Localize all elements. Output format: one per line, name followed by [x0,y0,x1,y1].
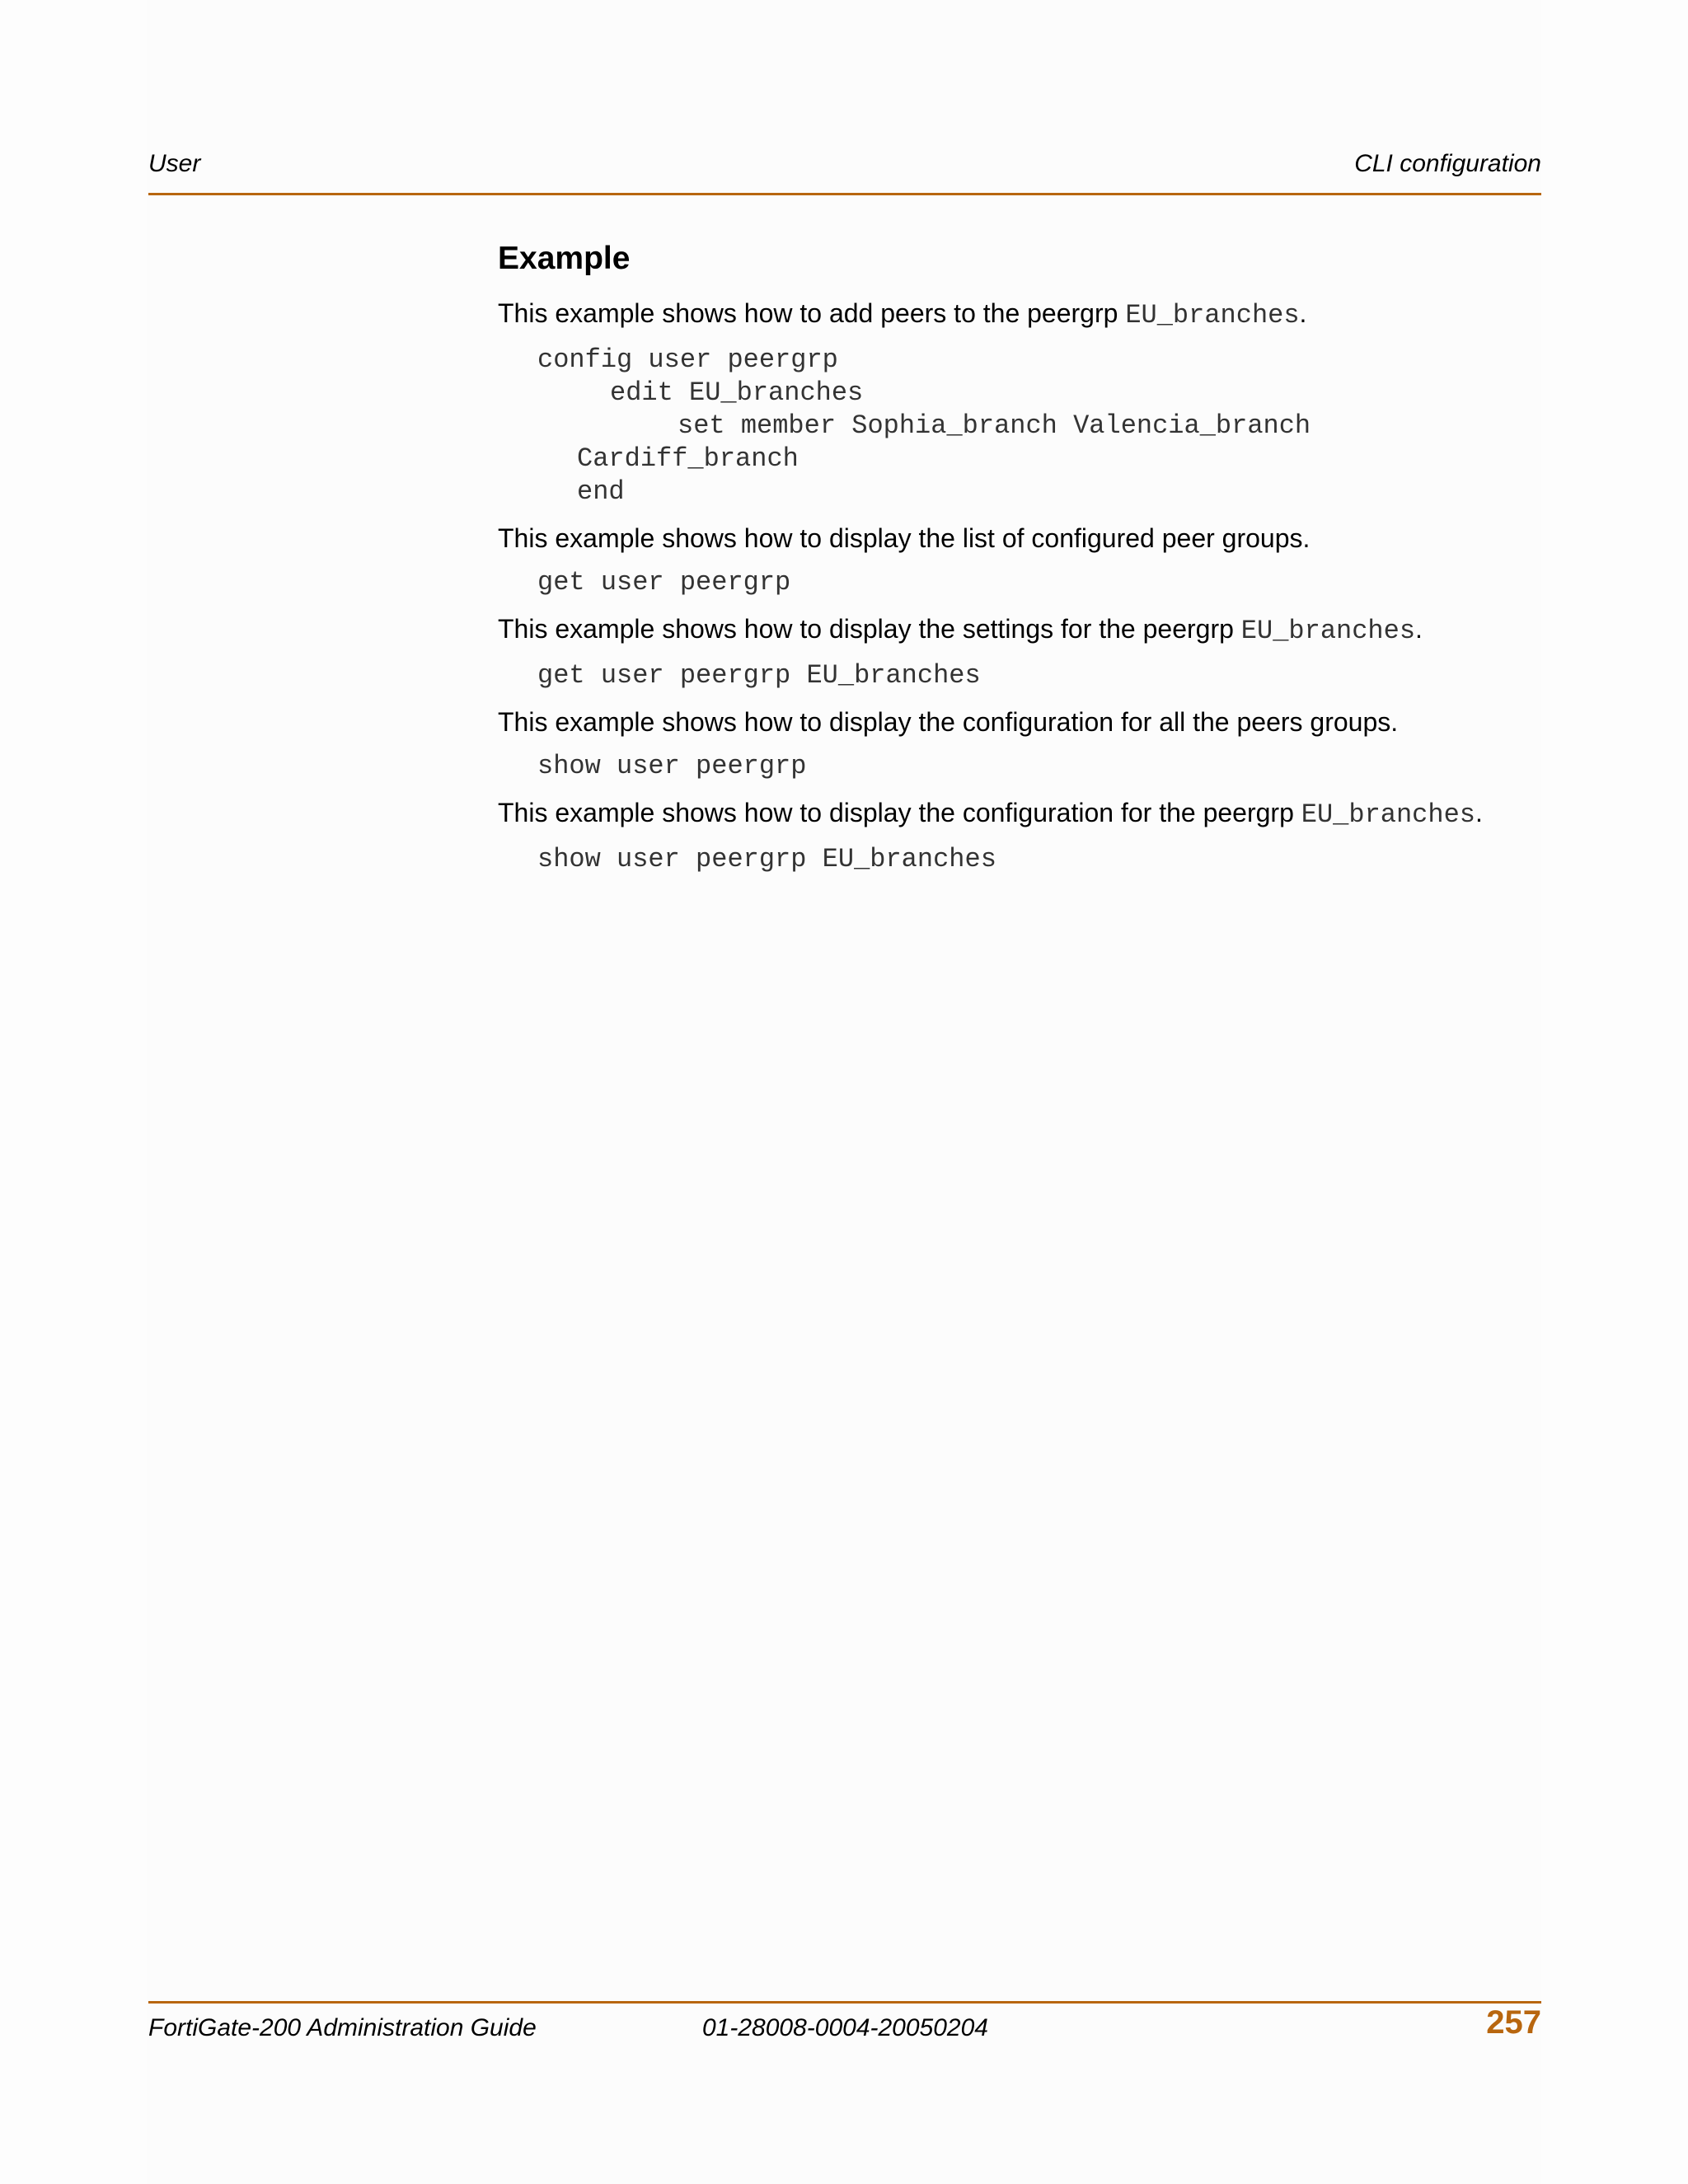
code-block [537,344,1541,509]
example-description: This example shows how to add peers to the peergrp EU_branches. [498,298,1307,330]
code-block [537,750,1541,783]
example-description: This example shows how to display the configuration for the peergrp EU_branches. [498,798,1483,830]
code-block [537,566,1541,599]
inline-code: EU_branches [1301,799,1475,830]
code-line: set member Sophia_branch Valencia_branch [678,410,1311,441]
header-chapter-title: CLI configuration [1354,150,1541,177]
page-footer [148,2004,1541,2059]
inline-code: EU_branches [1125,300,1300,330]
code-block [537,659,1541,692]
example-description: This example shows how to display the configuration for all the peers groups. [498,707,1399,737]
example-description: This example shows how to display the settings for the peergrp EU_branches. [498,614,1423,646]
code-line: show user peergrp [537,751,807,781]
code-line: edit EU_branches [610,377,864,408]
footer-doc-number: 01-28008-0004-20050204 [702,2014,988,2041]
code-line: get user peergrp [537,567,791,598]
code-line: end [577,476,625,507]
page-number: 257 [1486,2004,1541,2041]
main-content [498,237,1541,888]
footer-guide-title: FortiGate-200 Administration Guide [148,2014,537,2041]
code-block [537,843,1541,876]
code-line: get user peergrp EU_branches [537,660,981,691]
code-line: config user peergrp [537,344,838,375]
code-line: show user peergrp EU_branches [537,844,996,874]
inline-code: EU_branches [1240,616,1416,646]
header-rule [148,193,1541,195]
page-header [148,150,1541,188]
section-heading: Example [498,241,631,276]
header-section-title: User [148,150,201,177]
footer-rule [148,2001,1541,2004]
example-description: This example shows how to display the list of configured peer groups. [498,523,1311,553]
code-line: Cardiff_branch [577,443,799,474]
